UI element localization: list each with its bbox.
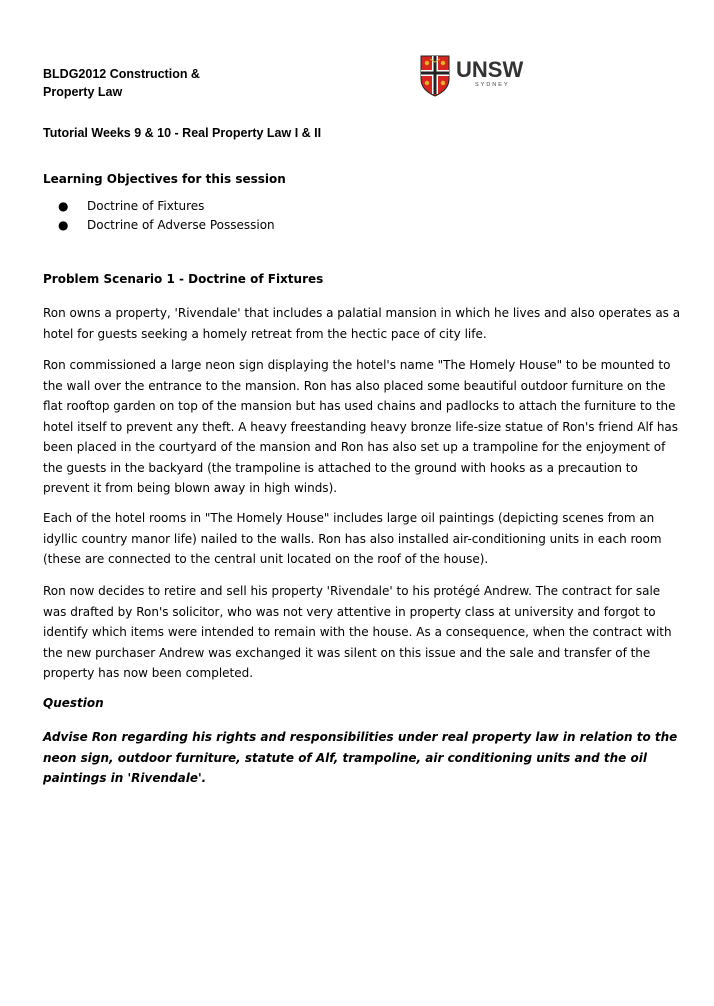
bullet-icon: ● <box>58 199 69 213</box>
scenario-heading: Problem Scenario 1 - Doctrine of Fixtures <box>43 272 324 286</box>
list-item <box>58 216 275 235</box>
course-title-line1: BLDG2012 Construction & <box>43 67 200 81</box>
list-item-label: Doctrine of Adverse Possession <box>87 217 275 232</box>
unsw-logo <box>420 55 524 101</box>
course-title-line2: Property Law <box>43 84 123 99</box>
unsw-crest-icon <box>420 55 450 97</box>
logo-subtext: SYDNEY <box>475 82 510 88</box>
course-title <box>43 66 303 101</box>
question-text: Advise Ron regarding his rights and responsibilities under real property law in relation to the neon sign, outdoor furniture, statute of Alf, trampoline, air conditioning units and the oil paintings in 'Rivendale'. <box>43 730 678 785</box>
learning-objectives-heading: Learning Objectives for this session <box>43 172 286 186</box>
scenario-paragraph-4: Ron now decides to retire and sell his property 'Rivendale' to his protégé Andrew. The contract for sale was drafted by Ron's solicitor, who was not very attentive in property class at university and forgot to identify which items were intended to remain with the house. As a consequence, when the contract with the new purchaser Andrew was exchanged it was silent on this issue and the sale and transfer of the property has now been completed. <box>43 584 672 680</box>
bullet-icon: ● <box>58 217 69 232</box>
question-label: Question <box>43 696 104 710</box>
learning-objectives-list <box>58 197 275 234</box>
scenario-paragraph-1: Ron owns a property, 'Rivendale' that includes a palatial mansion in which he lives and also operates as a hotel for guests seeking a homely retreat from the hectic pace of city life. <box>43 306 681 341</box>
scenario-paragraph-2: Ron commissioned a large neon sign displaying the hotel's name "The Homely House" to be mounted to the wall over the entrance to the mansion. Ron has also placed some beautiful outdoor furniture on the flat rooftop garden on top of the mansion but has used chains and padlocks to attach the furniture to the hotel itself to prevent any theft. A heavy freestanding heavy bronze life-size statue of Ron's friend Alf has been placed in the courtyard of the mansion and Ron has also set up a trampoline for the enjoyment of the guests in the backyard (the trampoline is attached to the ground with hooks as a precaution to prevent it from being blown away in high winds). <box>43 358 679 495</box>
scenario-paragraph-3: Each of the hotel rooms in "The Homely House" includes large oil paintings (depicting scenes from an idyllic country manor life) nailed to the walls. Ron has also installed air-conditioning units in each room (these are connected to the central unit located on the roof of the house). <box>43 511 662 566</box>
tutorial-title: Tutorial Weeks 9 & 10 - Real Property Law I & II <box>43 126 322 140</box>
list-item <box>58 197 275 216</box>
list-item-label: Doctrine of Fixtures <box>87 199 205 213</box>
logo-wordmark: UNSW <box>456 57 524 82</box>
